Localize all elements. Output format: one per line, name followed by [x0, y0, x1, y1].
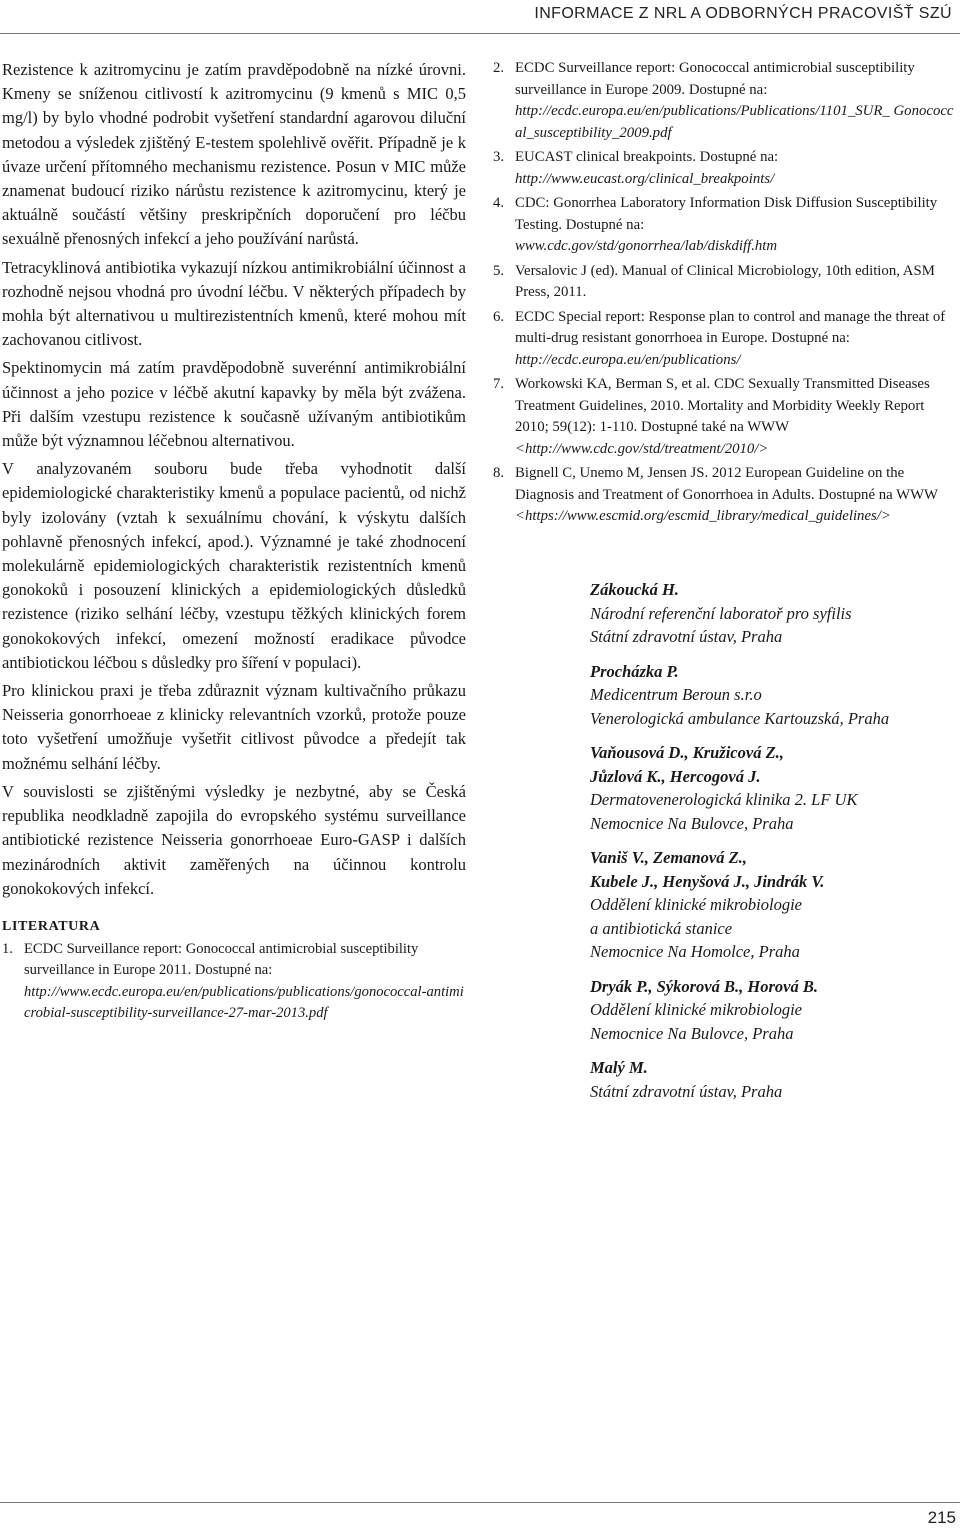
reference-number: 4. — [493, 195, 505, 211]
reference-item — [493, 58, 959, 144]
author-affiliation: Oddělení klinické mikrobiologie — [590, 895, 802, 914]
body-paragraph: V souvislosti se zjištěnými výsledky je nezbytné, aby se Česká republika neodkladně zapojila do evropského systému surveillance antibiotické rezistence Neisseria gonorrhoeae Euro-GASP i dalších mezinárodních aktivit zaměřených na účinnou kontrolu gonokokových infekcí. — [2, 781, 466, 898]
reference-item — [493, 261, 959, 304]
body-paragraph: V analyzovaném souboru bude třeba vyhodnotit další epidemiologické charakteristiky kmenů a populace pacientů, od nichž byly izolovány (vztah k sexuálnímu chování, k výskytu dalších pohlavně přenosných infekcí, apod.). Významné je také zhodnocení molekulárně epidemiologických charakteristik rezistentních kmenů gonokoků i posouzení klinických a epidemiologických důsledků rezistence (riziko selhání léčby, vzestupu těžkých klinických forem gonokokových infekcí, omezení možností eradikace původce antibiotickou léčbou s důsledky pro šíření v populaci). — [2, 459, 466, 672]
header-rule — [0, 33, 960, 34]
page-number: 215 — [927, 1508, 956, 1527]
left-column — [2, 58, 466, 1028]
author-names: Vaňousová D., Kružicová Z., Jůzlová K., Hercogová J. — [590, 743, 784, 786]
body-paragraph: Tetracyklinová antibiotika vykazují nízkou antimikrobiální účinnost a rozhodně nejsou vhodná pro úvodní léčbu. V některých případech by mohla být alternativou u multirezistentních kmenů, které mohou mít zachovanou citlivost. — [2, 257, 466, 350]
body-paragraph: Rezistence k azitromycinu je zatím pravděpodobně na nízké úrovni. Kmeny se sníženou citlivostí k azitromycinu (9 kmenů s MIC 0,5 mg/l) by bylo vhodné podrobit vyšetření standardní agarovou diluční metodou a výsledek zjištěný E-testem spolehlivě ověřit. Případně je k úvaze určení přítomného mechanismu rezistence. Posun v MIC může znamenat budoucí riziko nárůstu rezistence k azitromycinu, který je aktuálně součástí většiny preskripčních doporučení pro léčbu sexuálně přenosných infekcí a jeho používání narůstá. — [2, 60, 466, 249]
reference-text: ECDC Special report: Response plan to control and manage the threat of multi-drug resistant gonorrhoea in Europe. Dostupné na: — [515, 308, 946, 346]
author-names: Dryák P., Sýkorová B., Horová B. — [590, 976, 818, 996]
reference-link[interactable]: <http://www.cdc.gov/std/treatment/2010/> — [515, 440, 769, 457]
author-affiliation: Nemocnice Na Bulovce, Praha — [590, 1023, 794, 1043]
author-affiliation: Venerologická ambulance Kartouzská, Praha — [590, 708, 890, 728]
reference-number: 6. — [493, 308, 505, 325]
reference-link[interactable]: http://www.eucast.org/clinical_breakpoints/ — [515, 170, 775, 187]
reference-link[interactable]: http://ecdc.europa.eu/en/publications/ — [515, 351, 741, 368]
body-paragraph: Pro klinickou praxi je třeba zdůraznit význam kultivačního průkazu Neisseria gonorrhoeae z klinicky relevantních vzorků, protože pouze toto vyšetření umožňuje vyšetřit citlivost původce a předejít tak možnému selhání léčby. — [2, 681, 466, 773]
reference-number: 7. — [493, 376, 505, 392]
author-names: Procházka P. — [590, 661, 679, 681]
author-affiliation: Dermatovenerologická klinika 2. LF UK — [590, 790, 858, 809]
author-group — [590, 578, 960, 649]
author-affiliation: a antibiotická stanice — [590, 918, 733, 938]
author-group — [590, 846, 960, 964]
author-affiliation: Nemocnice Na Homolce, Praha — [590, 942, 800, 961]
running-header — [0, 0, 960, 34]
right-column — [493, 58, 959, 531]
reference-number: 8. — [493, 465, 505, 481]
reference-link[interactable]: www.cdc.gov/std/gonorrhea/lab/diskdiff.htm — [515, 238, 778, 254]
references-heading: LITERATURA — [2, 918, 101, 934]
reference-text: ECDC Surveillance report: Gonococcal antimicrobial susceptibility surveillance in Europe 2011. Dostupné na: — [24, 940, 419, 979]
author-affiliation: Národní referenční laboratoř pro syfilis — [590, 603, 852, 623]
reference-text: Versalovic J (ed). Manual of Clinical Microbiology, 10th edition, ASM Press, 2011. — [515, 262, 935, 300]
author-affiliation: Státní zdravotní ústav, Praha — [590, 1081, 783, 1101]
reference-number: 2. — [493, 60, 505, 76]
reference-item — [493, 193, 959, 258]
reference-text: EUCAST clinical breakpoints. Dostupné na: — [515, 149, 779, 165]
reference-item — [493, 307, 959, 372]
author-group — [590, 741, 960, 835]
reference-link[interactable]: http://www.ecdc.europa.eu/en/publications/publications/gonococcal-antimicrobial-susceptibility-surveillance-27-mar-2013.pdf — [24, 983, 464, 1022]
reference-item — [2, 939, 466, 1025]
running-header-title: INFORMACE Z NRL A ODBORNÝCH PRACOVIŠŤ SZÚ — [534, 5, 952, 22]
author-affiliation: Oddělení klinické mikrobiologie — [590, 1000, 802, 1019]
reference-item — [493, 147, 959, 190]
author-group — [590, 975, 960, 1046]
author-names: Vaniš V., Zemanová Z., Kubele J., Henyšová J., Jindrák V. — [590, 848, 825, 891]
author-names: Zákoucká H. — [590, 580, 679, 599]
reference-text: Workowski KA, Berman S, et al. CDC Sexually Transmitted Diseases Treatment Guidelines, 2010. Mortality and Morbidity Weekly Report 2010; 59(12): 1-110. Dostupné také na WWW — [515, 376, 930, 435]
author-affiliation: Státní zdravotní ústav, Praha — [590, 627, 783, 646]
footer-rule — [0, 1502, 960, 1503]
reference-text: ECDC Surveillance report: Gonococcal antimicrobial susceptibility surveillance in Europe 2009. Dostupné na: — [515, 60, 915, 98]
reference-number: 1. — [2, 940, 13, 957]
author-affiliation: Medicentrum Beroun s.r.o — [590, 685, 762, 704]
reference-number: 5. — [493, 262, 505, 279]
reference-link[interactable]: <https://www.escmid.org/escmid_library/medical_guidelines/> — [515, 508, 891, 524]
author-list — [590, 578, 960, 1114]
reference-text: Bignell C, Unemo M, Jensen JS. 2012 European Guideline on the Diagnosis and Treatment of Gonorrhoea in Adults. Dostupné na WWW — [515, 465, 939, 503]
body-paragraph: Spektinomycin má zatím pravděpodobně suverénní antimikrobiální účinnost a jeho pozice v léčbě akutní kapavky by měla být zvážena. Při dalším vzestupu rezistence k současně užívaným antibiotikům může být významnou léčebnou alternativou. — [2, 358, 466, 451]
reference-item — [493, 374, 959, 460]
reference-text: CDC: Gonorrhea Laboratory Information Disk Diffusion Susceptibility Testing. Dostupné na: — [515, 195, 938, 233]
reference-link[interactable]: http://ecdc.europa.eu/en/publications/Publications/1101_SUR_ Gonococcal_susceptibility_2009.pdf — [515, 103, 954, 141]
author-names: Malý M. — [590, 1058, 648, 1077]
author-group — [590, 660, 960, 731]
reference-number: 3. — [493, 149, 505, 165]
author-group — [590, 1056, 960, 1103]
author-affiliation: Nemocnice Na Bulovce, Praha — [590, 813, 794, 833]
reference-item — [493, 463, 959, 528]
